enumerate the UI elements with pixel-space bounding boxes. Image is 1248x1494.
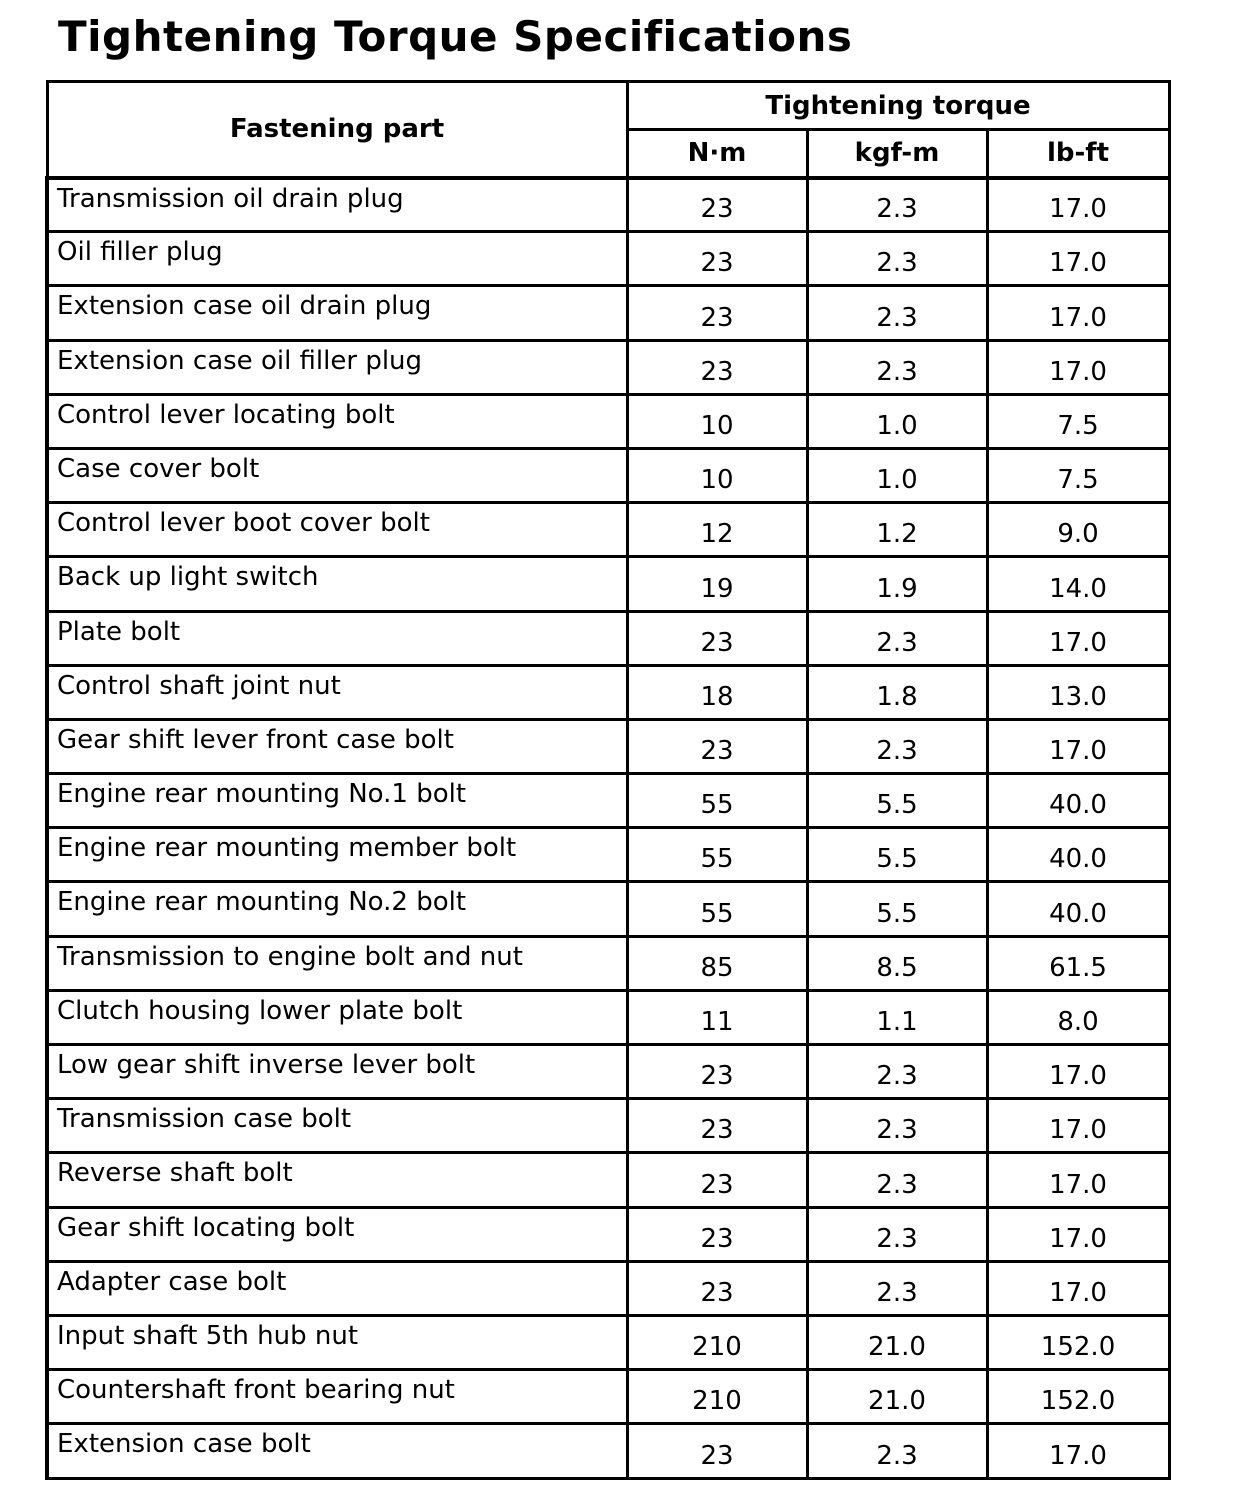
table-row	[47, 286, 1169, 340]
torque-lbft-cell: 17.0	[987, 1207, 1169, 1261]
torque-kgfm-cell: 2.3	[807, 1153, 987, 1207]
torque-nm-cell: 55	[627, 882, 807, 936]
table-body	[47, 178, 1169, 1479]
fastening-part-header: Fastening part	[47, 82, 627, 178]
torque-nm-cell: 23	[627, 286, 807, 340]
torque-nm-cell: 85	[627, 936, 807, 990]
torque-kgfm-cell: 5.5	[807, 882, 987, 936]
table-row	[47, 828, 1169, 882]
fastening-part-cell: Case cover bolt	[47, 448, 627, 502]
torque-kgfm-cell: 2.3	[807, 340, 987, 394]
fastening-part-cell: Control shaft joint nut	[47, 665, 627, 719]
fastening-part-cell: Transmission oil drain plug	[47, 178, 627, 232]
torque-kgfm-cell: 1.8	[807, 665, 987, 719]
table-row	[47, 1315, 1169, 1369]
fastening-part-cell: Oil filler plug	[47, 232, 627, 286]
fastening-part-cell: Plate bolt	[47, 611, 627, 665]
fastening-part-cell: Countershaft front bearing nut	[47, 1370, 627, 1424]
torque-kgfm-cell: 21.0	[807, 1370, 987, 1424]
torque-kgfm-cell: 2.3	[807, 1261, 987, 1315]
torque-lbft-cell: 14.0	[987, 557, 1169, 611]
torque-lbft-cell: 17.0	[987, 232, 1169, 286]
torque-nm-cell: 55	[627, 774, 807, 828]
torque-nm-cell: 23	[627, 1099, 807, 1153]
torque-kgfm-cell: 8.5	[807, 936, 987, 990]
torque-nm-cell: 23	[627, 1207, 807, 1261]
torque-nm-cell: 23	[627, 1153, 807, 1207]
torque-kgfm-cell: 2.3	[807, 1099, 987, 1153]
torque-lbft-cell: 9.0	[987, 503, 1169, 557]
torque-nm-cell: 10	[627, 394, 807, 448]
torque-nm-cell: 55	[627, 828, 807, 882]
torque-kgfm-cell: 2.3	[807, 286, 987, 340]
torque-lbft-cell: 17.0	[987, 719, 1169, 773]
table-row	[47, 719, 1169, 773]
torque-lbft-cell: 17.0	[987, 1424, 1169, 1478]
torque-kgfm-cell: 2.3	[807, 611, 987, 665]
torque-nm-cell: 12	[627, 503, 807, 557]
torque-nm-cell: 11	[627, 990, 807, 1044]
torque-lbft-cell: 8.0	[987, 990, 1169, 1044]
torque-nm-cell: 10	[627, 448, 807, 502]
table-row	[47, 665, 1169, 719]
table-row	[47, 1424, 1169, 1478]
torque-lbft-cell: 17.0	[987, 178, 1169, 232]
fastening-part-cell: Transmission to engine bolt and nut	[47, 936, 627, 990]
torque-kgfm-cell: 2.3	[807, 1207, 987, 1261]
fastening-part-cell: Control lever locating bolt	[47, 394, 627, 448]
torque-lbft-cell: 13.0	[987, 665, 1169, 719]
torque-kgfm-cell: 2.3	[807, 1424, 987, 1478]
torque-lbft-cell: 7.5	[987, 448, 1169, 502]
torque-lbft-cell: 40.0	[987, 774, 1169, 828]
fastening-part-cell: Extension case oil drain plug	[47, 286, 627, 340]
fastening-part-cell: Input shaft 5th hub nut	[47, 1315, 627, 1369]
table-row	[47, 394, 1169, 448]
table-row	[47, 1153, 1169, 1207]
torque-nm-cell: 23	[627, 178, 807, 232]
torque-nm-cell: 23	[627, 611, 807, 665]
tightening-torque-header: Tightening torque	[627, 82, 1169, 130]
torque-kgfm-cell: 5.5	[807, 828, 987, 882]
fastening-part-cell: Transmission case bolt	[47, 1099, 627, 1153]
torque-kgfm-cell: 1.0	[807, 448, 987, 502]
table-row	[47, 557, 1169, 611]
torque-nm-cell: 210	[627, 1370, 807, 1424]
table-row	[47, 1099, 1169, 1153]
torque-kgfm-cell: 1.1	[807, 990, 987, 1044]
table-header	[47, 82, 1169, 178]
torque-nm-cell: 23	[627, 1424, 807, 1478]
fastening-part-cell: Gear shift locating bolt	[47, 1207, 627, 1261]
torque-kgfm-cell: 2.3	[807, 1045, 987, 1099]
torque-lbft-cell: 40.0	[987, 828, 1169, 882]
torque-kgfm-cell: 2.3	[807, 719, 987, 773]
torque-kgfm-cell: 21.0	[807, 1315, 987, 1369]
table-row	[47, 882, 1169, 936]
table-row	[47, 936, 1169, 990]
table-row	[47, 1261, 1169, 1315]
torque-lbft-cell: 152.0	[987, 1315, 1169, 1369]
torque-nm-cell: 19	[627, 557, 807, 611]
fastening-part-cell: Extension case oil filler plug	[47, 340, 627, 394]
fastening-part-cell: Back up light switch	[47, 557, 627, 611]
fastening-part-cell: Reverse shaft bolt	[47, 1153, 627, 1207]
torque-lbft-cell: 61.5	[987, 936, 1169, 990]
torque-lbft-cell: 17.0	[987, 340, 1169, 394]
torque-lbft-cell: 152.0	[987, 1370, 1169, 1424]
unit-header-lbft: lb-ft	[987, 130, 1169, 178]
table-row	[47, 1207, 1169, 1261]
fastening-part-cell: Engine rear mounting No.2 bolt	[47, 882, 627, 936]
torque-nm-cell: 18	[627, 665, 807, 719]
torque-nm-cell: 210	[627, 1315, 807, 1369]
table-row	[47, 178, 1169, 232]
torque-lbft-cell: 17.0	[987, 1261, 1169, 1315]
fastening-part-cell: Extension case bolt	[47, 1424, 627, 1478]
torque-kgfm-cell: 2.3	[807, 178, 987, 232]
torque-lbft-cell: 7.5	[987, 394, 1169, 448]
torque-kgfm-cell: 1.9	[807, 557, 987, 611]
fastening-part-cell: Clutch housing lower plate bolt	[47, 990, 627, 1044]
fastening-part-cell: Low gear shift inverse lever bolt	[47, 1045, 627, 1099]
torque-lbft-cell: 17.0	[987, 1045, 1169, 1099]
fastening-part-cell: Engine rear mounting No.1 bolt	[47, 774, 627, 828]
torque-nm-cell: 23	[627, 1261, 807, 1315]
table-row	[47, 990, 1169, 1044]
table-row	[47, 1370, 1169, 1424]
torque-lbft-cell: 17.0	[987, 286, 1169, 340]
fastening-part-cell: Adapter case bolt	[47, 1261, 627, 1315]
torque-kgfm-cell: 1.2	[807, 503, 987, 557]
fastening-part-cell: Gear shift lever front case bolt	[47, 719, 627, 773]
unit-header-kgfm: kgf-m	[807, 130, 987, 178]
fastening-part-cell: Control lever boot cover bolt	[47, 503, 627, 557]
unit-header-nm: N·m	[627, 130, 807, 178]
torque-lbft-cell: 17.0	[987, 1099, 1169, 1153]
torque-kgfm-cell: 1.0	[807, 394, 987, 448]
torque-lbft-cell: 17.0	[987, 1153, 1169, 1207]
torque-nm-cell: 23	[627, 232, 807, 286]
table-row	[47, 503, 1169, 557]
torque-nm-cell: 23	[627, 1045, 807, 1099]
table-row	[47, 1045, 1169, 1099]
torque-kgfm-cell: 2.3	[807, 232, 987, 286]
table-row	[47, 232, 1169, 286]
table-row	[47, 774, 1169, 828]
page-title: Tightening Torque Specifications	[58, 12, 853, 61]
torque-spec-table	[45, 80, 1171, 1480]
table-row	[47, 448, 1169, 502]
torque-kgfm-cell: 5.5	[807, 774, 987, 828]
torque-lbft-cell: 17.0	[987, 611, 1169, 665]
torque-nm-cell: 23	[627, 340, 807, 394]
fastening-part-cell: Engine rear mounting member bolt	[47, 828, 627, 882]
table-row	[47, 340, 1169, 394]
torque-lbft-cell: 40.0	[987, 882, 1169, 936]
torque-nm-cell: 23	[627, 719, 807, 773]
table-row	[47, 611, 1169, 665]
header-row-group	[47, 82, 1169, 130]
